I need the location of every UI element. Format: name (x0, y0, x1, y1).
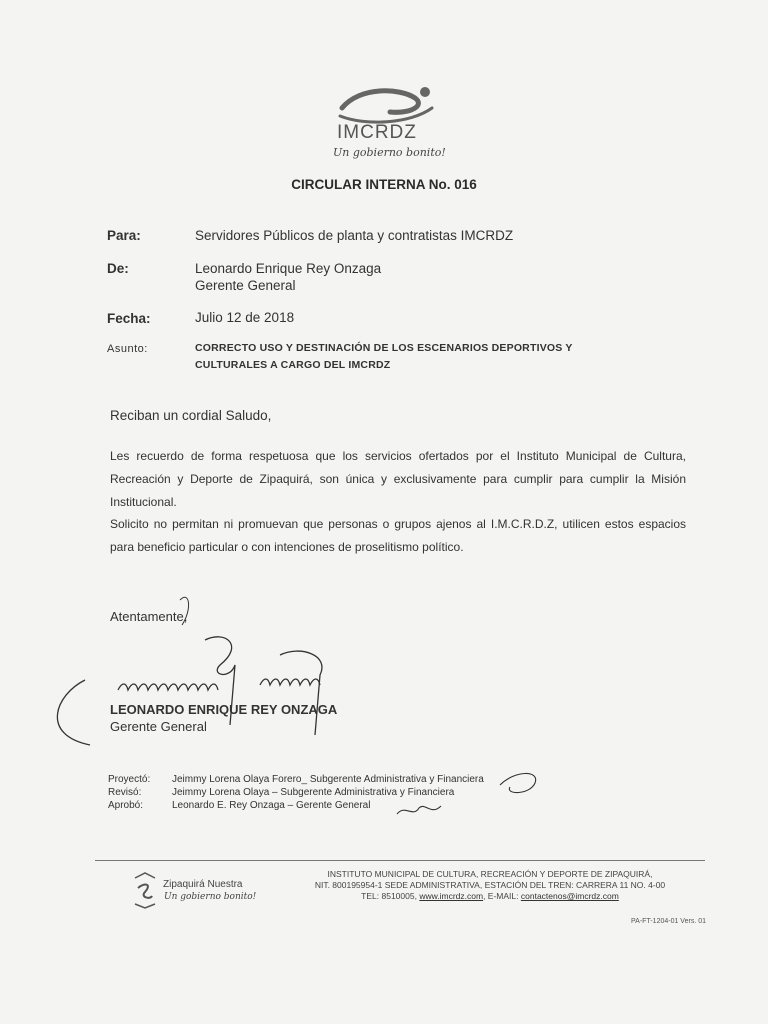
footer-tel: TEL: 8510005, (361, 891, 417, 901)
signatory-role: Gerente General (110, 719, 207, 734)
footer-email-link[interactable]: contactenos@imcrdz.com (520, 891, 619, 901)
reviso-value: Jeimmy Lorena Olaya – Subgerente Administrativa y Financiera (172, 787, 455, 798)
footer-web-link[interactable]: www.imcrdz.com (419, 891, 484, 901)
asunto-value (195, 340, 655, 374)
initials-scribble-icon-2 (395, 800, 445, 820)
footer-line-3 (270, 891, 710, 902)
de-label: De: (107, 261, 129, 276)
body-paragraph-2: Solicito no permitan ni promuevan que personas o grupos ajenos al I.M.C.R.D.Z, utilicen estos espacios para beneficio particular o con intenciones de proselitismo político. (110, 517, 686, 554)
fecha-label: Fecha: (107, 311, 151, 326)
greeting: Reciban un cordial Saludo, (110, 408, 272, 423)
proyecto-value: Jeimmy Lorena Olaya Forero_ Subgerente Administrativa y Financiera (172, 774, 484, 785)
closing: Atentamente, (110, 609, 188, 624)
signatory-name: LEONARDO ENRIQUE REY ONZAGA (110, 702, 338, 717)
initials-scribble-icon (495, 765, 555, 800)
reviso-label: Revisó: (108, 787, 142, 798)
footer-org-name: Zipaquirá Nuestra (163, 879, 243, 890)
body-paragraph-1: Les recuerdo de forma respetuosa que los servicios ofertados por el Instituto Municipal de Cultura, Recreación y Deporte de Zipaquirá, son única y exclusivamente para cumplir para cumplir la Misión Institucional. (110, 449, 686, 509)
footer-line-2: NIT. 800195954-1 SEDE ADMINISTRATIVA, ESTACIÓN DEL TREN: CARRERA 11 NO. 4-00 (314, 880, 666, 890)
footer-email-label: , E-MAIL: (483, 891, 519, 901)
logo-name: IMCRDZ (337, 122, 417, 143)
de-name: Leonardo Enrique Rey Onzaga (195, 261, 382, 276)
form-code: PA-FT-1204-01 Vers. 01 (631, 918, 706, 925)
aprobo-value: Leonardo E. Rey Onzaga – Gerente General (172, 800, 371, 811)
de-role: Gerente General (195, 278, 296, 293)
para-label: Para: (107, 228, 141, 243)
footer-info (270, 869, 710, 902)
footer-line-1: INSTITUTO MUNICIPAL DE CULTURA, RECREACIÓN Y DEPORTE DE ZIPAQUIRÁ, (327, 869, 653, 879)
logo-tagline: Un gobierno bonito! (333, 146, 446, 159)
footer-org-slogan: Un gobierno bonito! (164, 892, 257, 902)
handwritten-signature-icon (30, 585, 410, 755)
para-value: Servidores Públicos de planta y contratistas IMCRDZ (195, 228, 514, 243)
document-title: CIRCULAR INTERNA No. 016 (291, 177, 477, 192)
asunto-label: Asunto: (107, 343, 148, 355)
footer-divider (95, 860, 705, 861)
proyecto-label: Proyectó: (108, 774, 151, 785)
asunto-line-2: CULTURALES A CARGO DEL IMCRDZ (195, 359, 391, 371)
aprobo-label: Aprobó: (108, 800, 144, 811)
asunto-line-1: CORRECTO USO Y DESTINACIÓN DE LOS ESCENARIOS DEPORTIVOS Y (195, 342, 573, 354)
zipaquira-emblem-icon (130, 870, 160, 910)
fecha-value: Julio 12 de 2018 (195, 310, 295, 325)
